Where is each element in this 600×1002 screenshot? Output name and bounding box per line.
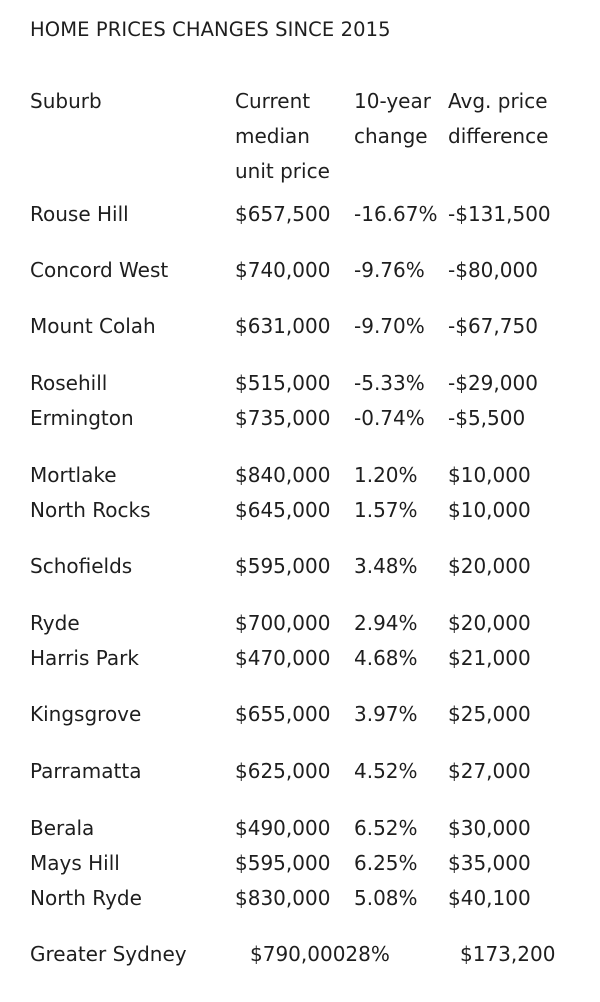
suburb-cell: Mays Hill xyxy=(30,851,120,875)
price-cell: $830,000 xyxy=(235,886,331,910)
difference-cell: $10,000 xyxy=(448,498,531,522)
change-cell: 3.48% xyxy=(354,554,418,578)
price-cell: $700,000 xyxy=(235,611,331,635)
price-cell: $645,000 xyxy=(235,498,331,522)
price-cell: $515,000 xyxy=(235,371,331,395)
difference-cell: -$5,500 xyxy=(448,406,526,430)
change-cell: -9.76% xyxy=(354,258,425,282)
change-cell: -9.70% xyxy=(354,314,425,338)
difference-cell: $10,000 xyxy=(448,463,531,487)
difference-cell: $35,000 xyxy=(448,851,531,875)
change-cell: 4.52% xyxy=(354,759,418,783)
change-cell: 6.52% xyxy=(354,816,418,840)
difference-cell: $25,000 xyxy=(448,702,531,726)
suburb-cell: North Rocks xyxy=(30,498,151,522)
suburb-cell: Concord West xyxy=(30,258,169,282)
price-cell: $740,000 xyxy=(235,258,331,282)
suburb-cell: Ermington xyxy=(30,406,134,430)
price-cell: $490,000 xyxy=(235,816,331,840)
change-cell: -5.33% xyxy=(354,371,425,395)
price-cell: $735,000 xyxy=(235,406,331,430)
change-cell: -16.67% xyxy=(354,202,438,226)
change-cell: 5.08% xyxy=(354,886,418,910)
price-cell: $595,000 xyxy=(235,851,331,875)
suburb-cell: Harris Park xyxy=(30,646,139,670)
price-cell: $470,000 xyxy=(235,646,331,670)
difference-cell: -$80,000 xyxy=(448,258,538,282)
difference-cell: $40,100 xyxy=(448,886,531,910)
suburb-cell: North Ryde xyxy=(30,886,142,910)
difference-cell: -$67,750 xyxy=(448,314,538,338)
suburb-cell: Rosehill xyxy=(30,371,108,395)
change-cell: 3.97% xyxy=(354,702,418,726)
footer-price-change: $790,00028% xyxy=(250,942,390,966)
price-cell: $655,000 xyxy=(235,702,331,726)
change-cell: -0.74% xyxy=(354,406,425,430)
suburb-cell: Berala xyxy=(30,816,95,840)
suburb-cell: Parramatta xyxy=(30,759,142,783)
difference-cell: $20,000 xyxy=(448,554,531,578)
change-cell: 2.94% xyxy=(354,611,418,635)
difference-cell: $27,000 xyxy=(448,759,531,783)
suburb-cell: Kingsgrove xyxy=(30,702,142,726)
change-cell: 1.20% xyxy=(354,463,418,487)
suburb-cell: Schofields xyxy=(30,554,133,578)
change-cell: 4.68% xyxy=(354,646,418,670)
price-cell: $657,500 xyxy=(235,202,331,226)
price-cell: $625,000 xyxy=(235,759,331,783)
price-cell: $631,000 xyxy=(235,314,331,338)
difference-cell: $30,000 xyxy=(448,816,531,840)
price-cell: $595,000 xyxy=(235,554,331,578)
footer-difference: $173,200 xyxy=(460,942,556,966)
header-suburb: Suburb xyxy=(30,89,102,113)
page-title: HOME PRICES CHANGES SINCE 2015 xyxy=(30,18,391,41)
footer-suburb: Greater Sydney xyxy=(30,942,187,966)
suburb-cell: Ryde xyxy=(30,611,80,635)
difference-cell: $20,000 xyxy=(448,611,531,635)
header-avg-price-difference: Avg. price difference xyxy=(448,89,549,148)
header-10-year-change: 10-year change xyxy=(354,89,431,148)
change-cell: 1.57% xyxy=(354,498,418,522)
change-cell: 6.25% xyxy=(354,851,418,875)
difference-cell: -$131,500 xyxy=(448,202,551,226)
difference-cell: -$29,000 xyxy=(448,371,538,395)
difference-cell: $21,000 xyxy=(448,646,531,670)
header-current-median-price: Current median unit price xyxy=(235,89,330,183)
price-cell: $840,000 xyxy=(235,463,331,487)
suburb-cell: Mortlake xyxy=(30,463,117,487)
suburb-cell: Rouse Hill xyxy=(30,202,129,226)
suburb-cell: Mount Colah xyxy=(30,314,156,338)
